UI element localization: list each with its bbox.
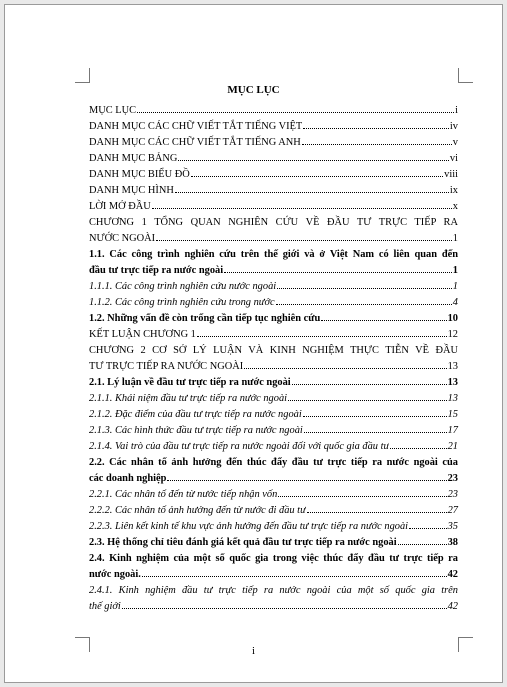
toc-entry-text: 1.1.2. Các công trình nghiên cứu trong nước	[89, 297, 275, 308]
toc-entry-text: 2.1.4. Vai trò của đầu tư trực tiếp ra nước ngoài đối với quốc gia đầu tư	[89, 441, 390, 452]
toc-entry-text: DANH MỤC CÁC CHỮ VIẾT TẮT TIẾNG VIỆT	[89, 121, 303, 132]
toc-entry[interactable]	[89, 247, 458, 279]
toc-entry-page: 1	[452, 265, 458, 276]
toc-entry[interactable]	[89, 103, 458, 119]
toc-entry[interactable]	[89, 519, 458, 535]
toc-entry[interactable]	[89, 311, 458, 327]
toc-dot-leader	[178, 160, 449, 161]
toc-entry[interactable]	[89, 327, 458, 343]
toc-entry[interactable]	[89, 439, 458, 455]
toc-entry-page: 27	[447, 505, 458, 516]
toc-entry-text-line1: CHƯƠNG 1 TỔNG QUAN NGHIÊN CỨU VỀ ĐẦU TƯ TRỰC TIẾP RA	[89, 217, 458, 228]
toc-dot-leader	[321, 320, 446, 321]
toc-entry[interactable]	[89, 279, 458, 295]
toc-entry-page: 12	[447, 329, 458, 340]
toc-entry-text: 1.2. Những vấn đề còn trống cần tiếp tục nghiên cứu	[89, 313, 321, 324]
toc-entry[interactable]	[89, 119, 458, 135]
toc-dot-leader	[156, 240, 452, 241]
toc-entry[interactable]	[89, 199, 458, 215]
toc-entry-text-line1: 1.1. Các công trình nghiên cứu trên thế giới và ở Việt Nam có liên quan đến	[89, 249, 458, 260]
toc-entry-text: MỤC LỤC	[89, 105, 137, 116]
toc-entry-page: 42	[447, 569, 458, 580]
toc-entry-text: nước ngoài.	[89, 569, 141, 580]
toc-entry-page: 15	[447, 409, 458, 420]
toc-dot-leader	[277, 288, 452, 289]
toc-entry-text: 2.2.1. Các nhân tố đến từ nước tiếp nhận vốn	[89, 489, 278, 500]
toc-entry[interactable]	[89, 183, 458, 199]
toc-entry-text-line1: CHƯƠNG 2 CƠ SỞ LÝ LUẬN VÀ KINH NGHIỆM THỰC TIỄN VỀ ĐẦU	[89, 345, 458, 356]
toc-title: MỤC LỤC	[227, 84, 280, 96]
toc-dot-leader	[409, 528, 447, 529]
toc-entry-page: 38	[447, 537, 458, 548]
toc-entry-text: TƯ TRỰC TIẾP RA NƯỚC NGOÀI	[89, 361, 244, 372]
toc-entry-page: v	[452, 137, 458, 148]
toc-entry[interactable]	[89, 407, 458, 423]
toc-entry-text: 2.3. Hệ thống chỉ tiêu đánh giá kết quả đầu tư trực tiếp ra nước ngoài	[89, 537, 397, 548]
toc-entry-page: 35	[447, 521, 458, 532]
toc-entry[interactable]	[89, 295, 458, 311]
toc-dot-leader	[191, 176, 443, 177]
toc-dot-leader	[276, 304, 452, 305]
toc-entry-page: 4	[452, 297, 458, 308]
toc-entry-page: viii	[444, 169, 458, 180]
toc-entry-page: 23	[447, 473, 458, 484]
toc-entry-text: 2.1.1. Khái niệm đầu tư trực tiếp ra nước ngoài	[89, 393, 288, 404]
toc-dot-leader	[303, 128, 449, 129]
page-number: i	[251, 645, 256, 657]
toc-dot-leader	[302, 144, 452, 145]
toc-entry-page: iv	[449, 121, 458, 132]
toc-dot-leader	[142, 576, 447, 577]
toc-entry-text: LỜI MỞ ĐẦU	[89, 201, 151, 212]
crop-mark-top-left	[75, 68, 90, 83]
toc-dot-leader	[304, 432, 447, 433]
toc-entry-page: 13	[447, 393, 458, 404]
toc-entry-page: 1	[452, 233, 458, 244]
toc-entry-page: ix	[449, 185, 458, 196]
toc-entry-text: 2.1. Lý luận về đầu tư trực tiếp ra nước ngoài	[89, 377, 291, 388]
toc-entry[interactable]	[89, 375, 458, 391]
toc-entry[interactable]	[89, 391, 458, 407]
toc-entry-text: đầu tư trực tiếp ra nước ngoài	[89, 265, 224, 276]
toc-entry-text: thế giới	[89, 601, 121, 612]
toc-entry-page: 42	[447, 601, 458, 612]
toc-entry-text-line1: 2.4.1. Kinh nghiệm đầu tư trực tiếp ra nước ngoài của một số quốc gia trên	[89, 585, 458, 596]
toc-entry[interactable]	[89, 551, 458, 583]
table-of-contents	[89, 103, 458, 615]
toc-entry-text: DANH MỤC HÌNH	[89, 185, 174, 196]
toc-entry[interactable]	[89, 423, 458, 439]
toc-entry[interactable]	[89, 455, 458, 487]
toc-dot-leader	[307, 512, 447, 513]
toc-entry-page: x	[452, 201, 458, 212]
toc-entry-page: 1	[452, 281, 458, 292]
toc-entry[interactable]	[89, 167, 458, 183]
toc-entry-text: NƯỚC NGOÀI	[89, 233, 156, 244]
toc-dot-leader	[390, 448, 446, 449]
toc-entry[interactable]	[89, 583, 458, 615]
toc-dot-leader	[167, 480, 446, 481]
toc-entry-page: 13	[447, 377, 458, 388]
toc-entry-page: 17	[447, 425, 458, 436]
toc-entry-text: KẾT LUẬN CHƯƠNG 1	[89, 329, 196, 340]
toc-dot-leader	[303, 416, 447, 417]
toc-entry[interactable]	[89, 503, 458, 519]
toc-entry[interactable]	[89, 487, 458, 503]
toc-entry-page: i	[455, 105, 458, 116]
toc-dot-leader	[398, 544, 447, 545]
toc-entry-page: 23	[447, 489, 458, 500]
toc-entry-text: DANH MỤC BIỂU ĐỒ	[89, 169, 190, 180]
toc-dot-leader	[152, 208, 452, 209]
toc-entry-text: 2.1.2. Đặc điểm của đầu tư trực tiếp ra nước ngoài	[89, 409, 302, 420]
toc-dot-leader	[278, 496, 446, 497]
toc-dot-leader	[292, 384, 447, 385]
toc-entry-text: 2.2.3. Liên kết kinh tế khu vực ảnh hưởng đến đầu tư trực tiếp ra nước ngoài	[89, 521, 409, 532]
crop-mark-top-right	[458, 68, 473, 83]
toc-entry-text: 1.1.1. Các công trình nghiên cứu nước ngoài	[89, 281, 277, 292]
toc-entry-page: 13	[447, 361, 458, 372]
toc-entry-text: DANH MỤC BẢNG	[89, 153, 178, 164]
toc-entry-page: 21	[447, 441, 458, 452]
toc-entry-text: 2.2.2. Các nhân tố ảnh hưởng đến từ nước đi đầu tư	[89, 505, 306, 516]
toc-entry[interactable]	[89, 535, 458, 551]
toc-dot-leader	[288, 400, 447, 401]
toc-dot-leader	[244, 368, 446, 369]
toc-entry-text-line1: 2.4. Kinh nghiệm của một số quốc gia trong việc thúc đẩy đầu tư trực tiếp ra	[89, 553, 458, 564]
toc-entry[interactable]	[89, 151, 458, 167]
toc-entry-text-line1: 2.2. Các nhân tố ảnh hưởng đến thúc đẩy đầu tư trực tiếp ra nước ngoài của	[89, 457, 458, 468]
toc-entry[interactable]	[89, 343, 458, 375]
toc-entry-text: 2.1.3. Các hình thức đầu tư trực tiếp ra nước ngoài	[89, 425, 303, 436]
toc-dot-leader	[224, 272, 452, 273]
toc-dot-leader	[197, 336, 447, 337]
toc-entry[interactable]	[89, 135, 458, 151]
toc-entry-page: 10	[447, 313, 458, 324]
toc-entry-page: vi	[449, 153, 458, 164]
toc-entry-text: DANH MỤC CÁC CHỮ VIẾT TẮT TIẾNG ANH	[89, 137, 301, 148]
toc-dot-leader	[175, 192, 449, 193]
toc-dot-leader	[137, 112, 454, 113]
toc-dot-leader	[122, 608, 447, 609]
toc-entry-text: các doanh nghiệp	[89, 473, 167, 484]
toc-entry[interactable]	[89, 215, 458, 247]
